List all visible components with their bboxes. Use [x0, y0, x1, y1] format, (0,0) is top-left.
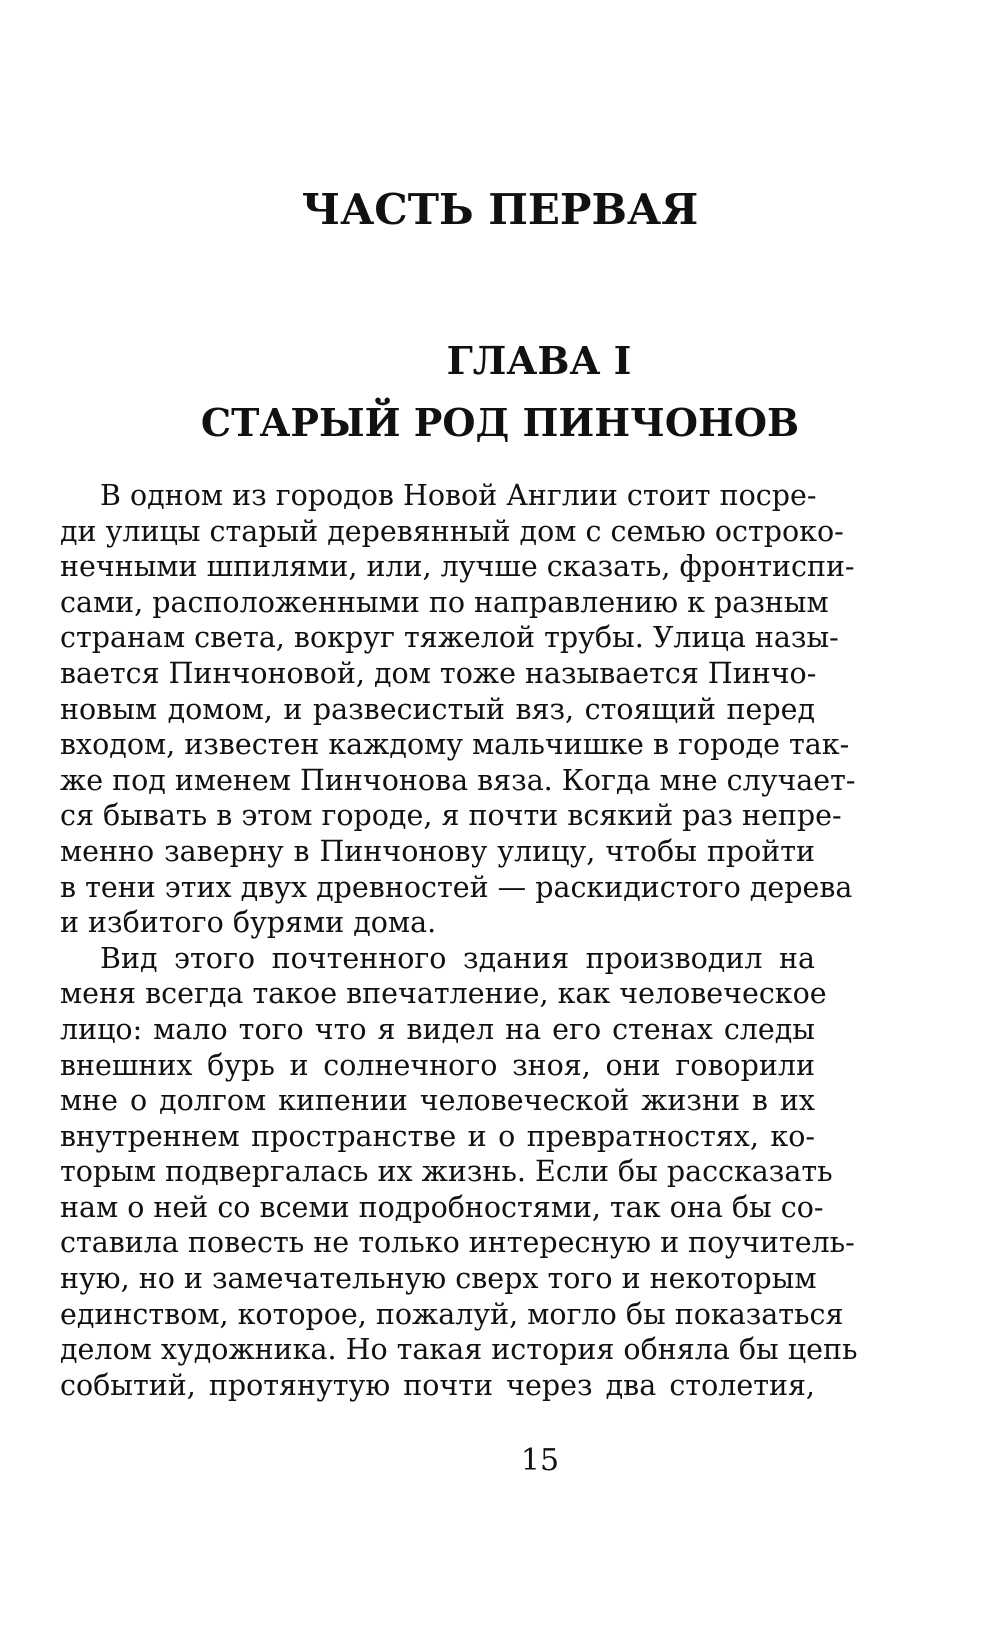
text-line: входом, известен каждому мальчишке в городе так-: [60, 728, 850, 762]
text-line: нам о ней со всеми подробностями, так она бы со-: [60, 1190, 824, 1224]
text-line: В одном из городов Новой Англии стоит посре-: [100, 479, 817, 512]
text-line: внешних бурь и солнечного зноя, они говорили: [60, 1048, 815, 1082]
text-line: же под именем Пинчонова вяза. Когда мне случает-: [60, 763, 856, 797]
text-line: делом художника. Но такая история обняла бы цепь: [60, 1333, 858, 1367]
text-line: новым домом, и развесистый вяз, стоящий перед: [60, 692, 815, 726]
text-line: событий, протянутую почти через два столетия,: [60, 1368, 815, 1402]
body-text: [60, 478, 858, 1403]
chapter-number: ГЛАВА I: [446, 338, 632, 383]
text-line: ся бывать в этом городе, я почти всякий раз непре-: [60, 799, 842, 833]
text-line: единством, которое, пожалуй, могло бы показаться: [60, 1297, 844, 1331]
text-line: лицо: мало того что я видел на его стенах следы: [60, 1012, 815, 1046]
text-line: сами, расположенными по направлению к разным: [60, 585, 829, 619]
text-line: внутреннем пространстве и о превратностях, ко-: [60, 1119, 815, 1153]
text-line: ставила повесть не только интересную и поучитель-: [60, 1226, 855, 1260]
text-line: меня всегда такое впечатление, как человеческое: [60, 977, 827, 1011]
text-line: менно заверну в Пинчонову улицу, чтобы пройти: [60, 834, 815, 868]
text-line: Вид этого почтенного здания производил на: [100, 941, 815, 975]
text-line: странам света, вокруг тяжелой трубы. Улица назы-: [60, 621, 839, 655]
text-line: ди улицы старый деревянный дом с семью остроко-: [60, 514, 844, 548]
part-title: ЧАСТЬ ПЕРВАЯ: [301, 185, 699, 234]
text-line: нечными шпилями, или, лучше сказать, фронтиспи-: [60, 550, 855, 584]
text-line: вается Пинчоновой, дом тоже называется Пинчо-: [60, 656, 817, 690]
text-line: и избитого бурями дома.: [60, 906, 437, 940]
page-number: 15: [520, 1443, 560, 1478]
text-line: ную, но и замечательную сверх того и некоторым: [60, 1262, 817, 1296]
text-line: мне о долгом кипении человеческой жизни в их: [60, 1084, 815, 1118]
chapter-title: СТАРЫЙ РОД ПИНЧОНОВ: [200, 400, 800, 445]
chapter-heading: [0, 330, 1000, 454]
text-line: торым подвергалась их жизнь. Если бы рассказать: [60, 1155, 833, 1189]
text-line: в тени этих двух древностей — раскидистого дерева: [60, 870, 853, 904]
